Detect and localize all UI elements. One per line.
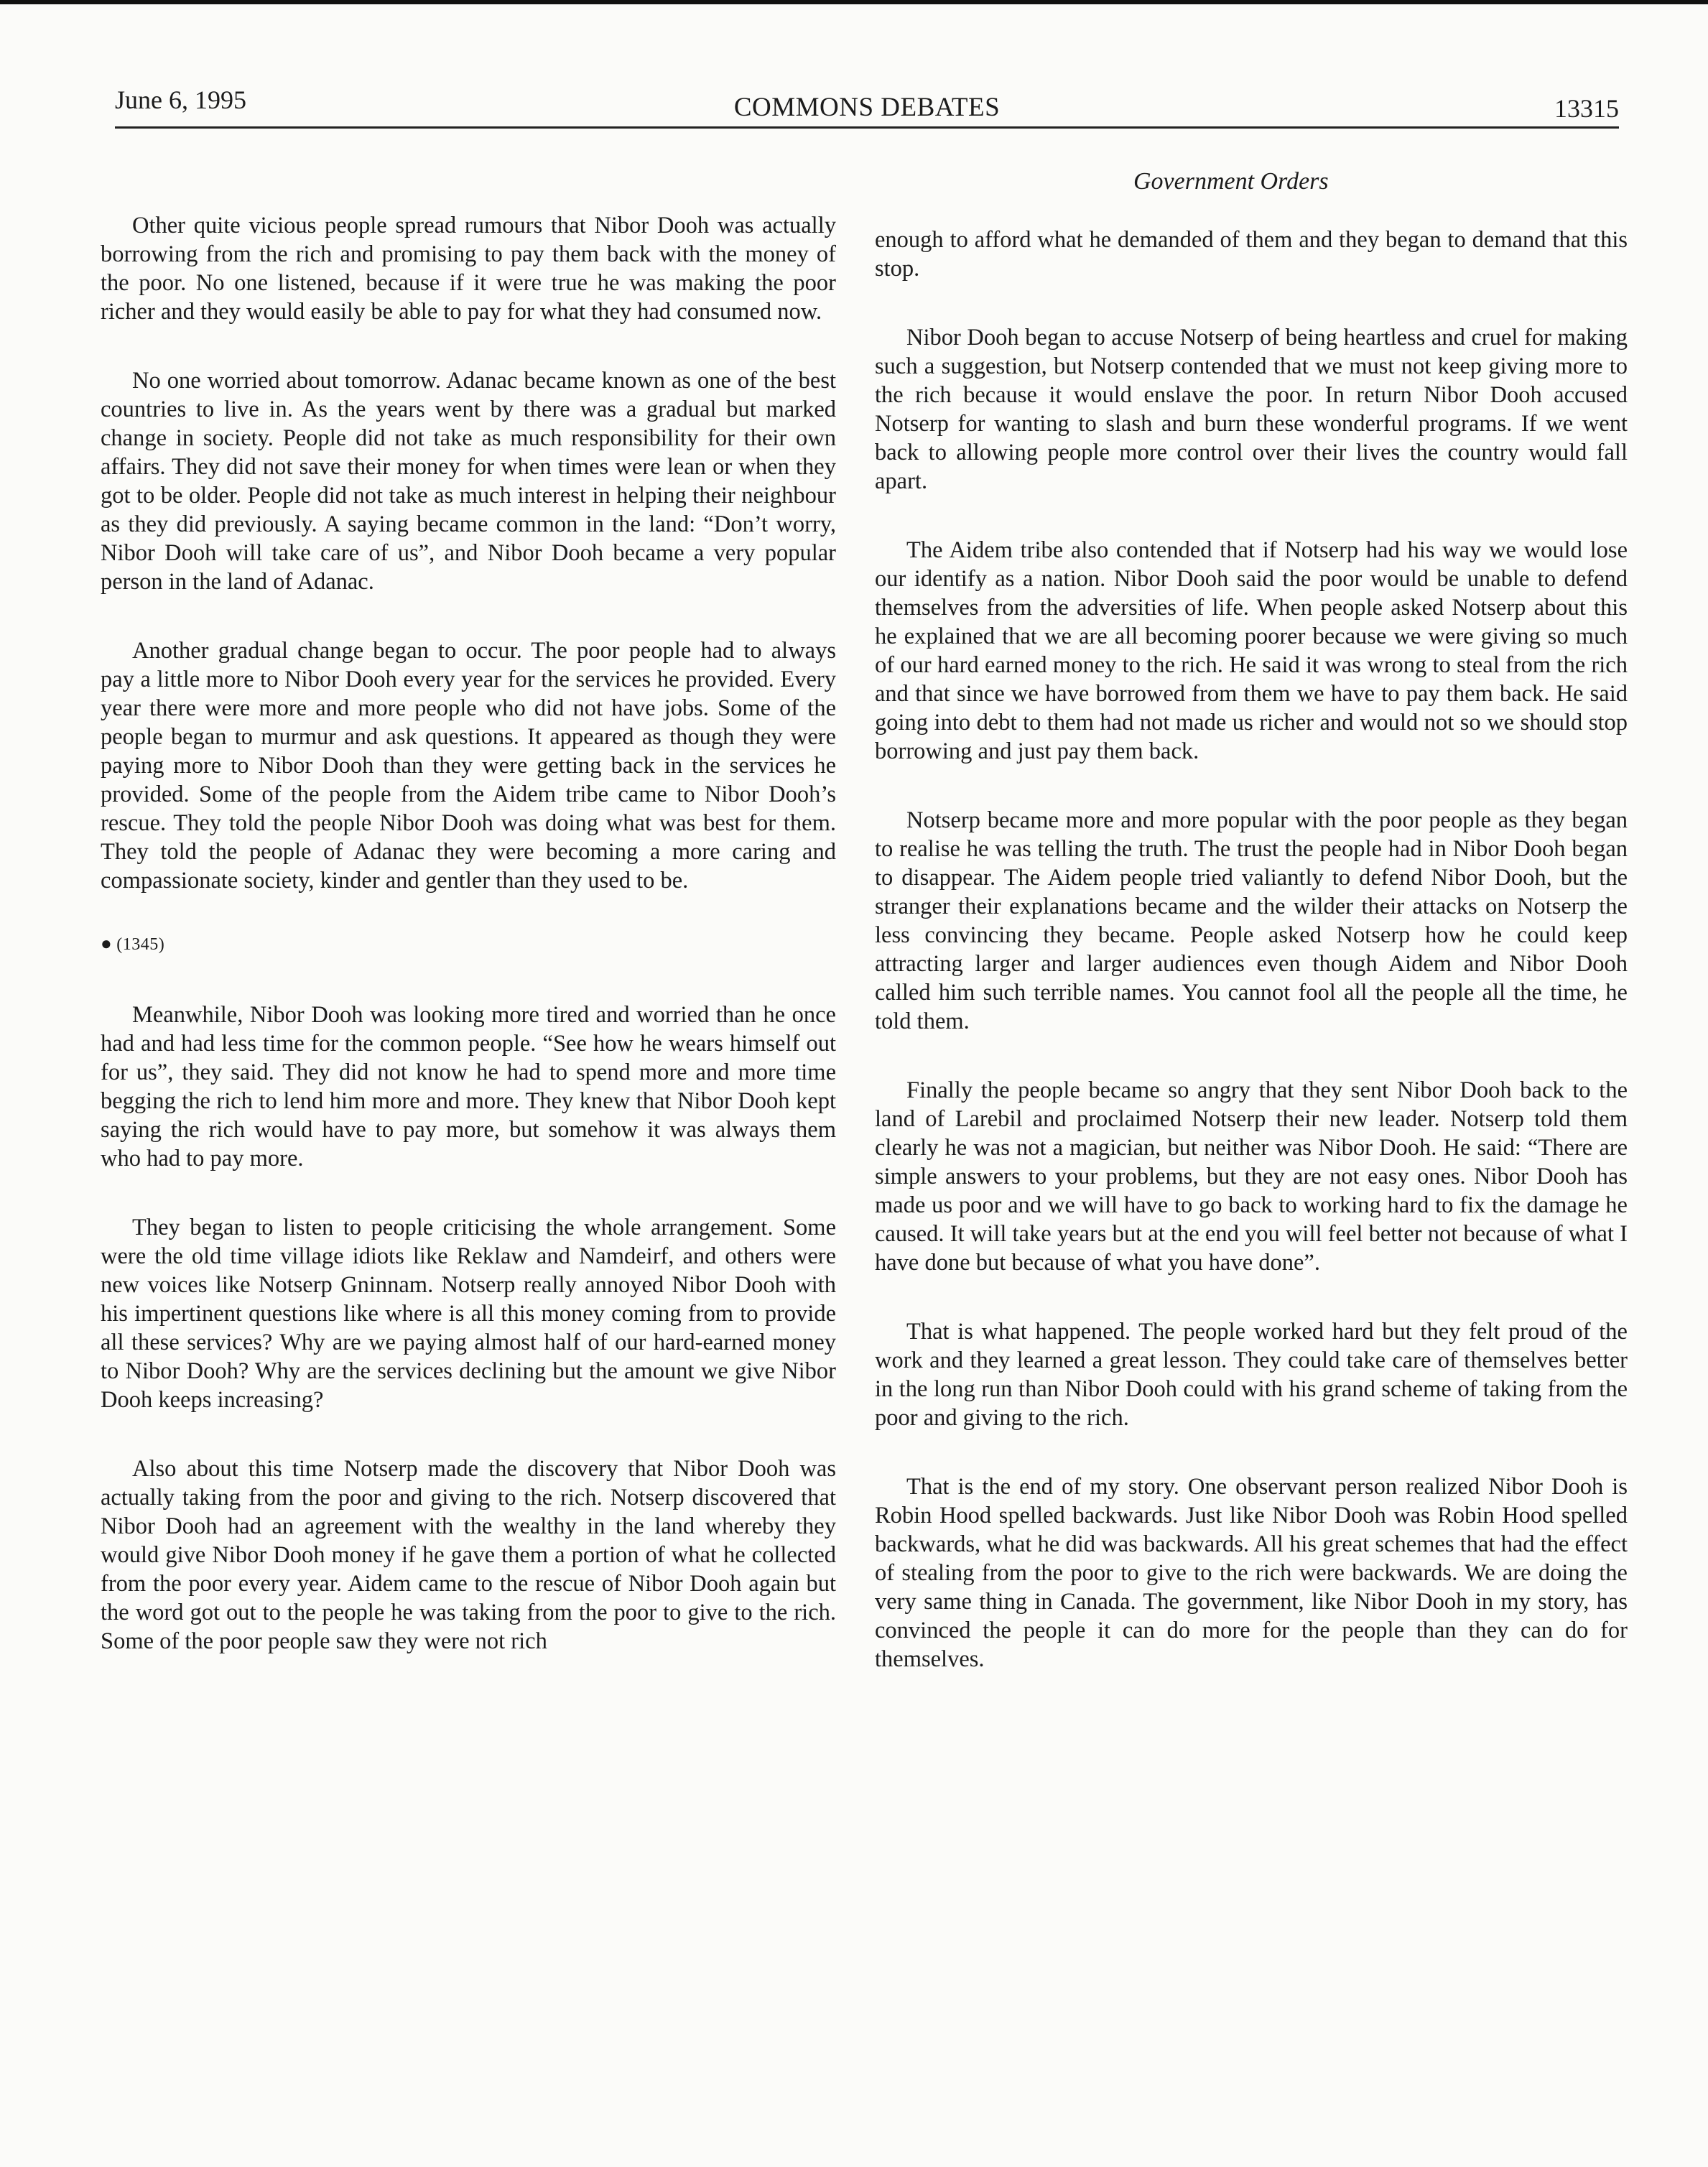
paragraph: Finally the people became so angry that they sent Nibor Dooh back to the land of Larebil and proclaimed Notserp their new leader. Notserp told them clearly he was not a magician, but neither was Nibor Dooh. He said: “There are simple answers to your problems, but they are not easy ones. Nibor Dooh has made us poor and we will have to go back to working hard to fix the damage he caused. It will take years but at the end you will feel better not because of what I have done but because of what you have done”. xyxy=(875,1077,1628,1276)
paragraph: Notserp became more and more popular with the poor people as they began to realise he was telling the truth. The trust the people had in Nibor Dooh began to disappear. The Aidem people tried valiantly to defend Nibor Dooh, but the stranger their explanations became and the wilder their attacks on Notserp the less convincing they became. People asked Notserp how he could keep attracting larger and larger audiences even though Aidem and Nibor Dooh called him such terrible names. You cannot fool all the people all the time, he told them. xyxy=(875,807,1628,1034)
paragraph: Also about this time Notserp made the discovery that Nibor Dooh was actually taking from the poor and giving to the rich. Notserp discovered that Nibor Dooh had an agreement with the wealthy in the land whereby they would give Nibor Dooh money if he gave them a portion of what he collected from the poor every year. Aidem came to the rescue of Nibor Dooh again but the word got out to the people he was taking from the poor to give to the rich. Some of the poor people saw they were not rich xyxy=(101,1456,836,1654)
left-column xyxy=(101,211,836,1696)
header-page-number: 13315 xyxy=(1554,94,1619,123)
header-rule xyxy=(115,126,1619,129)
bullet-icon: ● xyxy=(101,933,113,954)
paragraph: Another gradual change began to occur. The poor people had to always pay a little more to Nibor Dooh every year for the services he provided. Every year there were more and more people who did not have jobs. Some of the people began to murmur and ask questions. It appeared as though they were paying more to Nibor Dooh than they were getting back in the services he provided. Some of the people from the Aidem tribe came to Nibor Dooh’s rescue. They told the people Nibor Dooh was doing what was best for them. They told the people of Adanac they were becoming a more caring and compassionate society, kinder and gentler than they used to be. xyxy=(101,638,836,894)
paragraph: Nibor Dooh began to accuse Notserp of being heartless and cruel for making such a suggestion, but Notserp contended that we must not keep giving more to the rich because it would enslave the poor. In return Nibor Dooh accused Notserp for wanting to slash and burn these wonderful programs. If we went back to allowing people more control over their lives the country would fall apart. xyxy=(875,325,1628,494)
time-marker xyxy=(101,929,836,959)
scan-edge xyxy=(0,0,1708,4)
page-header xyxy=(115,85,1619,128)
paragraph: That is what happened. The people worked hard but they felt proud of the work and they learned a great lesson. They could take care of themselves better in the long run than Nibor Dooh could with his grand scheme of taking from the poor and giving to the rich. xyxy=(875,1319,1628,1431)
paragraph: That is the end of my story. One observant person realized Nibor Dooh is Robin Hood spelled backwards. Just like Nibor Dooh was Robin Hood spelled backwards, what he did was backwards. All his great schemes that had the effect of stealing from the poor to give to the rich were backwards. We are doing the very same thing in Canada. The government, like Nibor Dooh in my story, has convinced the people it can do more for the people than they can do for themselves. xyxy=(875,1474,1628,1672)
paragraph: They began to listen to people criticising the whole arrangement. Some were the old time village idiots like Reklaw and Namdeirf, and others were new voices like Notserp Gninnam. Notserp really annoyed Nibor Dooh with his impertinent questions like where is all this money coming from to provide all these services? Why are we paying almost half of our hard-earned money to Nibor Dooh? Why are the services declining but the amount we give Nibor Dooh keeps increasing? xyxy=(101,1215,836,1413)
section-label: Government Orders xyxy=(1133,168,1329,195)
right-column xyxy=(875,226,1628,1714)
paragraph: Other quite vicious people spread rumours that Nibor Dooh was actually borrowing from the rich and promising to pay them back with the money of the poor. No one listened, because if it were true he was making the poor richer and they would easily be able to pay for what they had consumed now. xyxy=(101,213,836,325)
paragraph: No one worried about tomorrow. Adanac became known as one of the best countries to live in. As the years went by there was a gradual but marked change in society. People did not take as much responsibility for their own affairs. They did not save their money for when times were lean or when they got to be older. People did not take as much interest in helping their neighbour as they did previously. A saying became common in the land: “Don’t worry, Nibor Dooh will take care of us”, and Nibor Dooh became a very popular person in the land of Adanac. xyxy=(101,368,836,595)
paragraph: Meanwhile, Nibor Dooh was looking more tired and worried than he once had and had less time for the common people. “See how he wears himself out for us”, they said. They did not know he had to spend more and more time begging the rich to lend him more and more. They knew that Nibor Dooh kept saying the rich would have to pay more, but somehow it was always them who had to pay more. xyxy=(101,1002,836,1171)
header-title: COMMONS DEBATES xyxy=(733,93,1001,122)
header-date: June 6, 1995 xyxy=(115,85,246,114)
time-marker-text: (1345) xyxy=(116,935,165,954)
paragraph: enough to afford what he demanded of them and they began to demand that this stop. xyxy=(875,227,1628,282)
paragraph: The Aidem tribe also contended that if Notserp had his way we would lose our identify as a nation. Nibor Dooh said the poor would be unable to defend themselves from the adversities of life. When people asked Notserp about this he explained that we are all becoming poorer because we were giving so much of our hard earned money to the rich. He said it was wrong to steal from the rich and that since we have borrowed from them we have to pay them back. He said going into debt to them had not made us richer and would not so we should stop borrowing and just pay them back. xyxy=(875,537,1628,764)
